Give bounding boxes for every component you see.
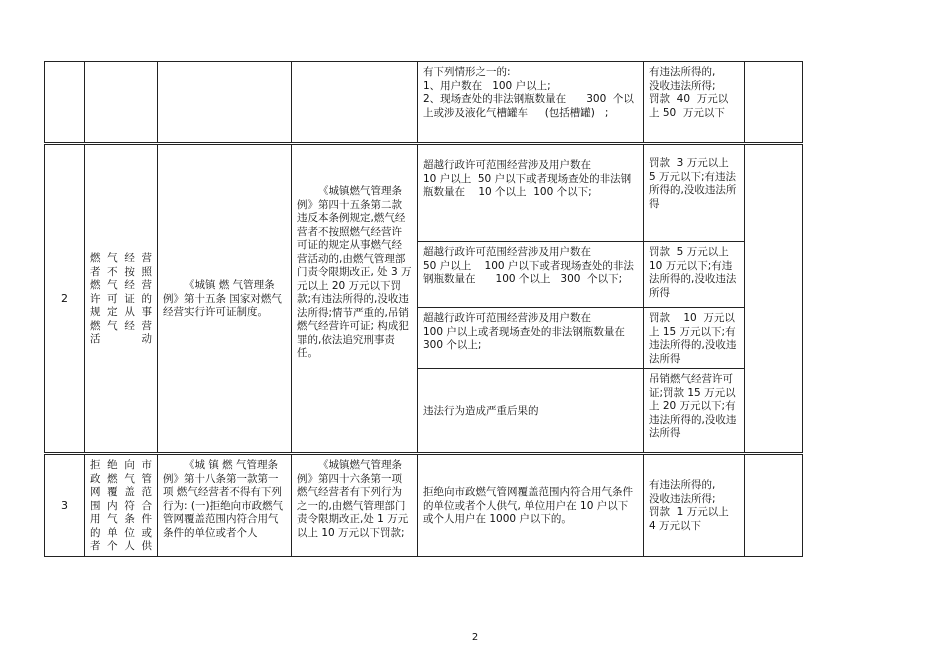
- cell-remark: [745, 144, 803, 454]
- penalty-punishment: 罚款 5 万元以上 10 万元以下;有违法所得的,没收违法所得: [644, 242, 745, 308]
- penalty-situation: 有下列情形之一的: 1、用户数在 100 户以上; 2、现场查处的非法钢瓶数量在 300 个以上或涉及液化气槽罐车 (包括槽罐) ;: [418, 62, 644, 144]
- penalty-situation: 拒绝向市政燃气管网覆盖范围内符合用气条件的单位或者个人供气, 单位用户在 10 户以下或个人用户在 1000 户以下的。: [418, 454, 644, 557]
- cell-remark: [745, 62, 803, 144]
- illegal-act: 拒 绝 向 市 政 燃 气 管 网 覆 盖 范 围 内 符 合 用 气 条 件 的 单 位 或 者 个 人 供: [85, 454, 158, 557]
- illegal-act: 燃 气 经 营 者 不 按 照 燃 气 经 营 许 可 证 的 规 定 从 事 燃 气 经 营 活动: [85, 144, 158, 454]
- legal-basis: 《城 镇 燃 气管理条例》第十八条第一款第一项 燃气经营者不得有下列行为: (一)拒绝向市政燃气管网覆盖范围内符合用气条件的单位或者个人: [158, 454, 292, 557]
- penalty-punishment: 有违法所得的, 没收违法所得; 罚款 1 万元以上 4 万元以下: [644, 454, 745, 557]
- penalty-punishment: 吊销燃气经营许可证;罚款 15 万元以上 20 万元以下;有违法所得的,没收违法所得: [644, 369, 745, 454]
- row-number: 2: [45, 144, 85, 454]
- page-number: 2: [471, 632, 479, 643]
- penalty-punishment: 有违法所得的, 没收违法所得; 罚款 40 万元以 上 50 万元以下: [644, 62, 745, 144]
- row-number: 3: [45, 454, 85, 557]
- cell-remark: [745, 454, 803, 557]
- penalty-punishment: 罚款 10 万元以上 15 万元以下;有违法所得的,没收违法所得: [644, 308, 745, 369]
- penalty-situation: 违法行为造成严重后果的: [418, 369, 644, 454]
- cell-basis: [158, 62, 292, 144]
- table-row: [45, 62, 803, 144]
- cell-rule: [292, 62, 418, 144]
- row-number: [45, 62, 85, 144]
- penalty-situation: 超越行政许可范围经营涉及用户数在 100 户以上或者现场查处的非法钢瓶数量在 300 个以上;: [418, 308, 644, 369]
- cell-act: [85, 62, 158, 144]
- penalty-situation: 超越行政许可范围经营涉及用户数在 10 户以上 50 户以下或者现场查处的非法钢瓶数量在 10 个以上 100 个以下;: [418, 144, 644, 242]
- penalty-rule: 《城镇燃气管理条例》第四十五条第二款 违反本条例规定,燃气经营者不按照燃气经营许可证的规定从事燃气经营活动的,由燃气管理部门责令限期改正, 处 3 万元以上 20 万元以下罚款;有违法所得的,没收违法所得;情节严重的,吊销燃气经营许可证; 构成犯罪的,依法追究刑事责任。: [292, 144, 418, 454]
- table-row: [45, 144, 803, 242]
- penalty-table: [44, 61, 803, 557]
- penalty-rule: 《城镇燃气管理条例》第四十六条第一项 燃气经营者有下列行为之一的,由燃气管理部门责令限期改正,处 1 万元以上 10 万元以下罚款;: [292, 454, 418, 557]
- penalty-punishment: 罚款 3 万元以上 5 万元以下;有违法所得的,没收违法所得: [644, 144, 745, 242]
- legal-basis: 《城镇 燃 气管理条例》第十五条 国家对燃气经营实行许可证制度。: [158, 144, 292, 454]
- penalty-situation: 超越行政许可范围经营涉及用户数在 50 户以上 100 户以下或者现场查处的非法钢瓶数量在 100 个以上 300 个以下;: [418, 242, 644, 308]
- table-row: [45, 454, 803, 557]
